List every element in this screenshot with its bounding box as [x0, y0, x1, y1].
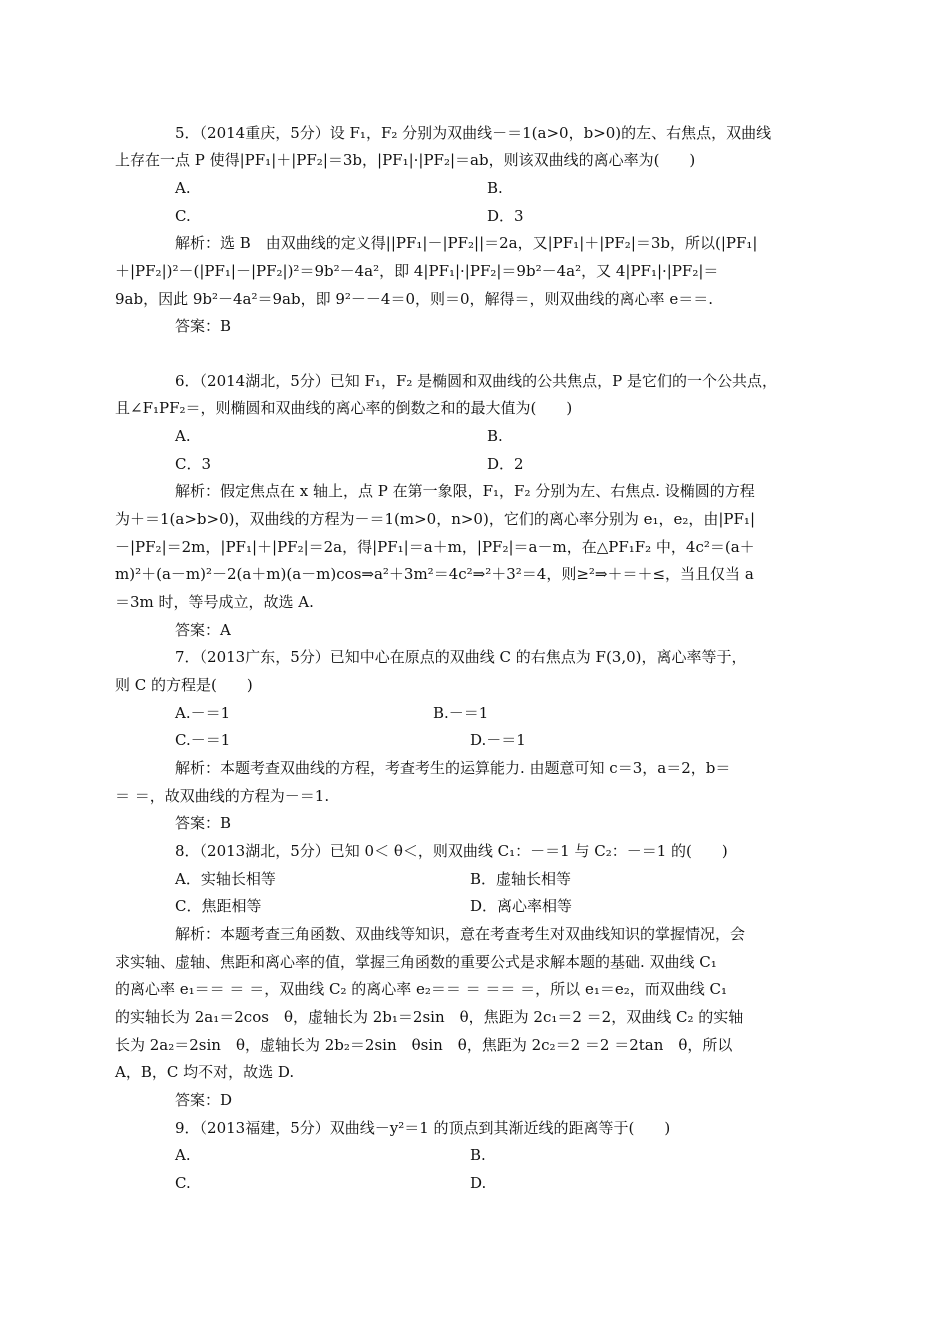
- q7-option-c: C.－＝1: [175, 731, 231, 749]
- q7-option-d: D.－＝1: [470, 731, 526, 749]
- q6-stem-line-1: 6．（2014湖北，5分）已知 F₁，F₂ 是椭圆和双曲线的公共焦点，P 是它们的一个公共点，: [175, 372, 778, 390]
- q7-solution-line-2: ＝ ＝，故双曲线的方程为－＝1.: [115, 787, 330, 805]
- q9-option-a: A.: [175, 1146, 191, 1164]
- q8-solution-line-1: 解析：本题考查三角函数、双曲线等知识，意在考查考生对双曲线知识的掌握情况，会: [175, 925, 746, 943]
- q7-option-b: B.－＝1: [433, 704, 489, 722]
- q8-solution-line-2: 求实轴、虚轴、焦距和离心率的值，掌握三角函数的重要公式是求解本题的基础. 双曲线 C₁: [115, 953, 717, 971]
- q7-solution-line-1: 解析：本题考查双曲线的方程，考查考生的运算能力. 由题意可知 c＝3，a＝2，b＝: [175, 759, 731, 777]
- q6-solution-line-5: ＝3m 时，等号成立，故选 A.: [115, 593, 314, 611]
- q6-solution-line-1: 解析：假定焦点在 x 轴上，点 P 在第一象限，F₁，F₂ 分别为左、右焦点. 设椭圆的方程: [175, 482, 755, 500]
- q8-solution-line-5: 长为 2a₂＝2sin θ，虚轴长为 2b₂＝2sin θsin θ，焦距为 2c₂＝2 ＝2 ＝2tan θ，所以: [115, 1036, 733, 1054]
- q6-option-a: A.: [175, 427, 191, 445]
- q7-stem-line-2: 则 C 的方程是( ): [115, 676, 253, 694]
- q5-option-a: A.: [175, 179, 191, 197]
- q6-solution-line-3: －|PF₂|＝2m，|PF₁|＋|PF₂|＝2a，得|PF₁|＝a＋m，|PF₂|＝a－m，在△PF₁F₂ 中，4c²＝(a＋: [115, 538, 755, 556]
- q6-stem-line-2: 且∠F₁PF₂＝，则椭圆和双曲线的离心率的倒数之和的最大值为( ): [115, 399, 573, 417]
- q8-stem-line-1: 8．（2013湖北，5分）已知 0＜ θ＜，则双曲线 C₁：－＝1 与 C₂：－＝1 的( ): [175, 842, 728, 860]
- q5-stem-line-1: 5．（2014重庆，5分）设 F₁，F₂ 分别为双曲线－＝1(a>0，b>0)的左、右焦点，双曲线: [175, 124, 772, 142]
- q9-option-b: B.: [470, 1146, 486, 1164]
- q7-option-a: A.－＝1: [175, 704, 231, 722]
- q8-option-a: A．实轴长相等: [175, 870, 276, 888]
- q5-solution-line-1: 解析：选 B 由双曲线的定义得||PF₁|－|PF₂||＝2a，又|PF₁|＋|PF₂|＝3b，所以(|PF₁|: [175, 234, 758, 252]
- q8-option-d: D．离心率相等: [470, 897, 573, 915]
- q8-solution-line-6: A，B，C 均不对，故选 D.: [115, 1063, 295, 1081]
- q5-option-c: C.: [175, 207, 191, 225]
- q6-solution-line-4: m)²＋(a－m)²－2(a＋m)(a－m)cos⇒a²＋3m²＝4c²⇒²＋3²＝4，则≥²⇒＋＝＋≤，当且仅当 a: [115, 565, 754, 583]
- q9-option-c: C.: [175, 1174, 191, 1192]
- q8-option-b: B．虚轴长相等: [470, 870, 572, 888]
- q9-option-d: D.: [470, 1174, 487, 1192]
- q6-option-b: B.: [487, 427, 503, 445]
- q6-solution-line-2: 为＋＝1(a>b>0)，双曲线的方程为－＝1(m>0，n>0)，它们的离心率分别为 e₁，e₂，由|PF₁|: [115, 510, 756, 528]
- q8-solution-line-4: 的实轴长为 2a₁＝2cos θ，虚轴长为 2b₁＝2sin θ，焦距为 2c₁＝2 ＝2，双曲线 C₂ 的实轴: [115, 1008, 744, 1026]
- q8-option-c: C．焦距相等: [175, 897, 262, 915]
- q5-option-d: D．3: [487, 207, 524, 225]
- q5-solution-line-3: 9ab，因此 9b²－4a²＝9ab，即 9²－－4＝0，则＝0，解得＝，则双曲线的离心率 e＝＝.: [115, 290, 713, 308]
- q7-stem-line-1: 7．（2013广东，5分）已知中心在原点的双曲线 C 的右焦点为 F(3,0)，离心率等于，: [175, 648, 747, 666]
- q8-answer: 答案：D: [175, 1091, 233, 1109]
- q5-solution-line-2: ＋|PF₂|)²－(|PF₁|－|PF₂|)²＝9b²－4a²，即 4|PF₁|·|PF₂|＝9b²－4a²，又 4|PF₁|·|PF₂|＝: [115, 262, 719, 280]
- q7-answer: 答案：B: [175, 814, 232, 832]
- q9-stem-line-1: 9．（2013福建，5分）双曲线－y²＝1 的顶点到其渐近线的距离等于( ): [175, 1119, 671, 1137]
- q5-option-b: B.: [487, 179, 503, 197]
- q5-stem-line-2: 上存在一点 P 使得|PF₁|＋|PF₂|＝3b，|PF₁|·|PF₂|＝ab，则该双曲线的离心率为( ): [115, 151, 696, 169]
- q6-option-d: D．2: [487, 455, 524, 473]
- q5-answer: 答案：B: [175, 317, 232, 335]
- q8-solution-line-3: 的离心率 e₁＝＝ ＝ ＝，双曲线 C₂ 的离心率 e₂＝＝ ＝ ＝＝ ＝，所以 e₁＝e₂，而双曲线 C₁: [115, 980, 727, 998]
- q6-answer: 答案：A: [175, 621, 231, 639]
- q6-option-c: C．3: [175, 455, 212, 473]
